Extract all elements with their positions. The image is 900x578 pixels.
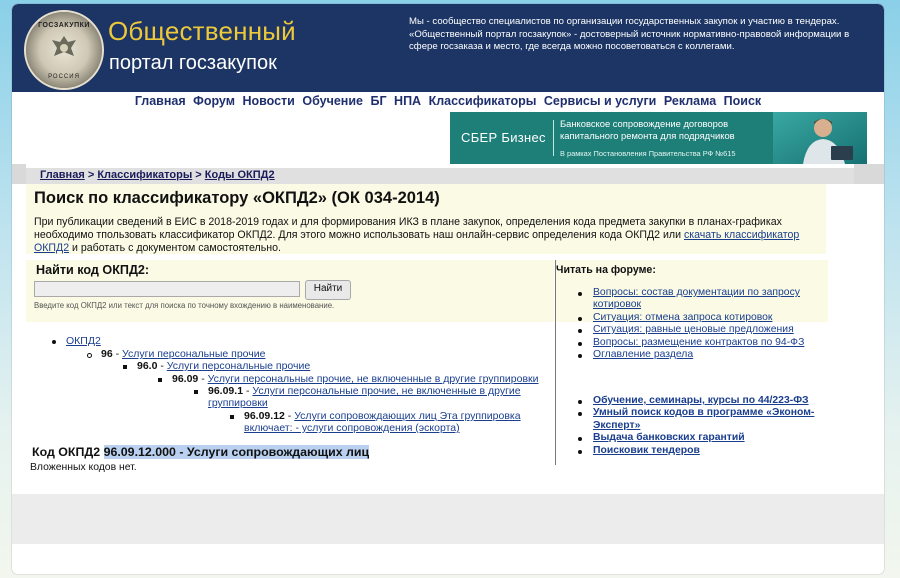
breadcrumb (40, 169, 275, 181)
promo-link[interactable]: Умный поиск кодов в программе «Эконом-Эксперт» (593, 407, 815, 431)
tree-node (194, 385, 521, 397)
tree-node (230, 410, 521, 422)
site-title-line2[interactable]: портал госзакупок (109, 52, 277, 74)
result-heading (32, 445, 369, 459)
browser-page (12, 4, 884, 574)
list-item (572, 407, 829, 432)
nav-item-npa[interactable]: НПА (394, 94, 422, 108)
tree-link[interactable]: включает: - услуги сопровождения (эскорта) (244, 422, 460, 434)
nav-item-training[interactable]: Обучение (302, 94, 363, 108)
tree-code: 96.0 (137, 360, 158, 372)
tree-link[interactable]: Услуги персональные прочие (166, 360, 311, 372)
search-input[interactable] (34, 281, 300, 297)
tree-separator: - (287, 410, 292, 422)
logo-top-text: ГОСЗАКУПКИ (38, 22, 90, 29)
nav-item-advertising[interactable]: Реклама (663, 94, 717, 108)
eagle-emblem-icon (50, 34, 78, 64)
intro-text (34, 216, 832, 256)
column-divider (555, 260, 556, 465)
tree-link[interactable]: Услуги персональные прочие, не включенные в другие группировки (207, 373, 539, 385)
nav-item-search[interactable]: Поиск (723, 94, 762, 108)
nav-item-news[interactable]: Новости (242, 94, 295, 108)
nav-item-services[interactable]: Сервисы и услуги (543, 94, 657, 108)
nav-item-bg[interactable]: БГ (370, 94, 387, 108)
forum-heading: Читать на форуме: (556, 264, 656, 276)
site-description: Мы - сообщество специалистов по организации государственных закупок и участию в тендерах. «Общественный портал госзакупок» - достоверный источник нормативно-правовой информации в сфере госзаказа и место, где всегда можно посоветоваться с коллегами. (409, 16, 850, 52)
main-nav (12, 92, 884, 112)
breadcrumb-okpd2-codes[interactable]: Коды ОКПД2 (204, 169, 275, 181)
site-header (12, 4, 884, 92)
search-button[interactable]: Найти (305, 280, 351, 300)
banner-subtext: В рамках Постановления Правительства РФ №615 (560, 149, 736, 158)
tree-code: 96 (101, 348, 113, 360)
tree-code: 96.09 (172, 373, 199, 385)
list-item (572, 287, 829, 312)
result-prefix: Код ОКПД2 (32, 445, 101, 459)
ad-banner[interactable] (450, 112, 867, 164)
breadcrumb-spacer-left (12, 164, 26, 184)
breadcrumb-spacer-right (854, 164, 884, 184)
bullet-icon (123, 365, 127, 369)
list-item (572, 395, 829, 407)
tree-node (87, 348, 265, 360)
site-logo[interactable] (24, 10, 104, 90)
bullet-icon (52, 340, 56, 344)
site-title-line1[interactable]: Общественный (108, 16, 296, 46)
forum-link[interactable]: Вопросы: состав документации по запросу котировок (593, 287, 800, 311)
forum-link[interactable]: Оглавление раздела (593, 349, 694, 361)
search-heading: Найти код ОКПД2: (36, 263, 150, 277)
forum-link[interactable]: Вопросы: размещение контрактов по 94-ФЗ (593, 336, 805, 348)
banner-person-image (773, 112, 867, 164)
breadcrumb-home[interactable]: Главная (40, 169, 85, 181)
tree-separator: - (115, 348, 120, 360)
list-item (572, 312, 829, 324)
breadcrumb-separator: > (87, 169, 95, 181)
tree-separator: - (245, 385, 250, 397)
tree-link[interactable]: Услуги персональные прочие, не включенные в другие (252, 385, 521, 397)
result-code: 96.09.12.000 - Услуги сопровождающих лиц (103, 445, 370, 459)
list-item (572, 432, 829, 444)
bullet-icon (230, 415, 234, 419)
page-title: Поиск по классификатору «ОКПД2» (ОК 034-2014) (34, 189, 440, 207)
search-hint: Введите код ОКПД2 или текст для поиска по точному вхождению в наименование. (34, 301, 335, 310)
tree-link-root[interactable]: ОКПД2 (66, 335, 101, 347)
breadcrumb-classifiers[interactable]: Классификаторы (97, 169, 193, 181)
tree-node (123, 360, 310, 372)
tree-node (158, 373, 539, 385)
tree-link[interactable]: Услуги сопровождающих лиц Эта группировка (294, 410, 521, 422)
banner-divider (553, 120, 554, 156)
tree-link[interactable]: группировки (208, 397, 268, 409)
promo-link[interactable]: Выдача банковских гарантий (593, 432, 745, 444)
promo-link[interactable]: Обучение, семинары, курсы по 44/223-ФЗ (593, 395, 809, 406)
tree-separator: - (201, 373, 205, 385)
intro-text-before: При публикации сведений в ЕИС в 2018-2019 годах и для формирования ИКЗ в плане закупок, определения кода предмета закупки в планах-графиках необходимо тпользовать классификатор ОКПД2. Для этого можно использовать наш онлайн-сервис определения кода ОКПД2 или (34, 216, 782, 242)
list-item (572, 349, 829, 361)
tree-node (52, 335, 101, 347)
banner-brand: СБЕР Бизнес (461, 130, 546, 145)
list-item (572, 324, 829, 336)
forum-link[interactable]: Ситуация: отмена запроса котировок (593, 311, 773, 323)
breadcrumb-separator: > (195, 169, 202, 181)
banner-text: Банковское сопровождение договоров капитального ремонта для подрядчиков (560, 118, 735, 141)
promo-link[interactable]: Поисковик тендеров (593, 444, 700, 456)
bullet-icon (87, 353, 92, 358)
nav-item-forum[interactable]: Форум (193, 94, 235, 108)
tree-link[interactable]: Услуги персональные прочие (122, 348, 266, 360)
list-item (572, 445, 829, 457)
tree-separator: - (160, 360, 164, 372)
download-classifier-link[interactable]: скачать классификатор ОКПД2 (34, 229, 800, 255)
bullet-icon (158, 378, 162, 382)
intro-text-after: и работать с документом самостоятельно. (69, 242, 281, 255)
bullet-icon (194, 390, 198, 394)
logo-bottom-text: РОССИЯ (48, 74, 80, 80)
tree-code: 96.09.1 (208, 385, 244, 397)
tree-code: 96.09.12 (244, 410, 285, 422)
promo-list (572, 395, 829, 457)
tree-node-continuation (244, 422, 460, 434)
tree-node-continuation (208, 397, 268, 409)
nav-item-home[interactable]: Главная (134, 94, 186, 108)
nested-codes-note: Вложенных кодов нет. (30, 462, 137, 473)
list-item (572, 337, 829, 349)
footer-area (12, 494, 884, 544)
forum-link[interactable]: Ситуация: равные ценовые предложения (593, 324, 794, 336)
nav-item-classifiers[interactable]: Классификаторы (428, 94, 537, 108)
forum-list (572, 287, 829, 361)
